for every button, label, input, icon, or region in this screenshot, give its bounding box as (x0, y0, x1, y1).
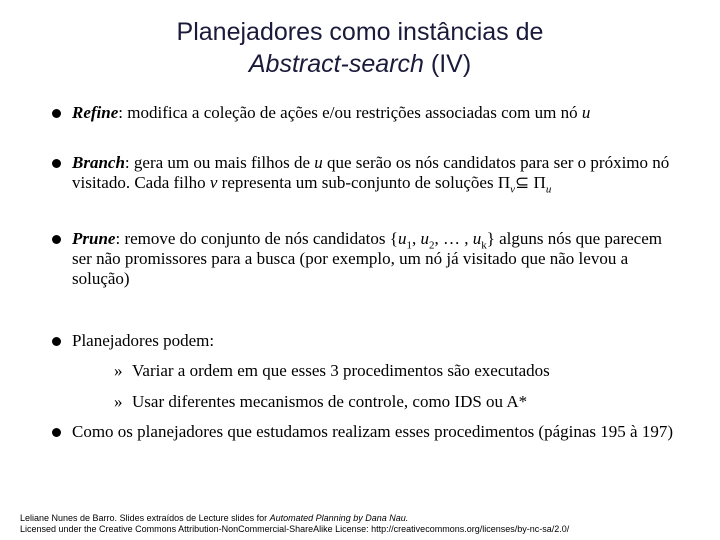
bullet-dot (52, 109, 61, 118)
prune-text-2: } alguns nós que parecem ser não promissores para a busca (por exemplo, um nó já visitado que não levou a solução) (72, 229, 662, 288)
footer-credit (20, 513, 710, 524)
sub-bullet-mark: » (114, 392, 123, 411)
bullet-how-text: Como os planejadores que estudamos realizam esses procedimentos (páginas 195 à 197) (72, 422, 673, 441)
var-u1: u (397, 229, 407, 248)
ellipsis: , … , (434, 229, 473, 248)
bullet-dot (52, 235, 61, 244)
title-line-1: Planejadores como instâncias de (176, 18, 544, 46)
sub-bullet-mark: » (114, 361, 123, 380)
footer-source-title: Automated Planning by Dana Nau. (269, 513, 409, 523)
refine-description: : modifica a coleção de ações e/ou restrições associadas com um nó (118, 103, 578, 122)
pi-symbol: Π (497, 173, 511, 192)
term-branch: Branch (72, 153, 125, 172)
subscript-k: k (481, 239, 487, 252)
prune-text-1: : remove do conjunto de nós candidatos { (115, 229, 398, 248)
term-prune: Prune (72, 229, 116, 248)
bullet-planners-text: Planejadores podem: (72, 331, 215, 350)
subset-symbol: ⊆ (515, 173, 530, 192)
bullet-branch-text (72, 153, 684, 196)
footer-credit-text: Leliane Nunes de Barro. Slides extraídos de Lecture slides for (20, 513, 270, 523)
sub-bullet-vary-order-text: Variar a ordem em que esses 3 procedimentos são executados (132, 361, 550, 380)
branch-text-3: representa um sub-conjunto de soluções (217, 173, 498, 192)
pi-subscript-u: u (545, 183, 552, 196)
bullet-refine-text (72, 103, 684, 123)
slide-title (0, 16, 720, 80)
bullet-prune-text (72, 229, 684, 289)
var-v: v (209, 173, 218, 192)
sub-bullet-control-text: Usar diferentes mecanismos de controle, como IDS ou A* (132, 392, 528, 411)
title-suffix: (IV) (423, 50, 472, 78)
pi-symbol: Π (533, 173, 546, 192)
var-uk: u (472, 229, 482, 248)
subscript-2: 2 (428, 239, 435, 252)
subscript-1: 1 (406, 239, 412, 252)
bullet-dot (52, 428, 61, 437)
slide-footer (20, 513, 710, 535)
title-line-2 (0, 48, 720, 80)
bullet-dot (52, 337, 61, 346)
title-italic-term: Abstract-search (248, 50, 424, 78)
term-refine: Refine (72, 103, 119, 122)
branch-text-2: que serão os nós candidatos para ser o próximo nó visitado. Cada filho (72, 153, 670, 192)
bullet-dot (52, 159, 61, 168)
footer-license: Licensed under the Creative Commons Attribution-NonCommercial-ShareAlike License: http://creativecommons.org/licenses/by-nc-sa/2.0/ (20, 524, 570, 534)
var-u: u (581, 103, 591, 122)
pi-subscript-v: v (510, 183, 516, 196)
comma: , (411, 229, 421, 248)
branch-text-1: : gera um ou mais filhos de (124, 153, 315, 172)
var-u2: u (420, 229, 429, 248)
var-u: u (314, 153, 323, 172)
